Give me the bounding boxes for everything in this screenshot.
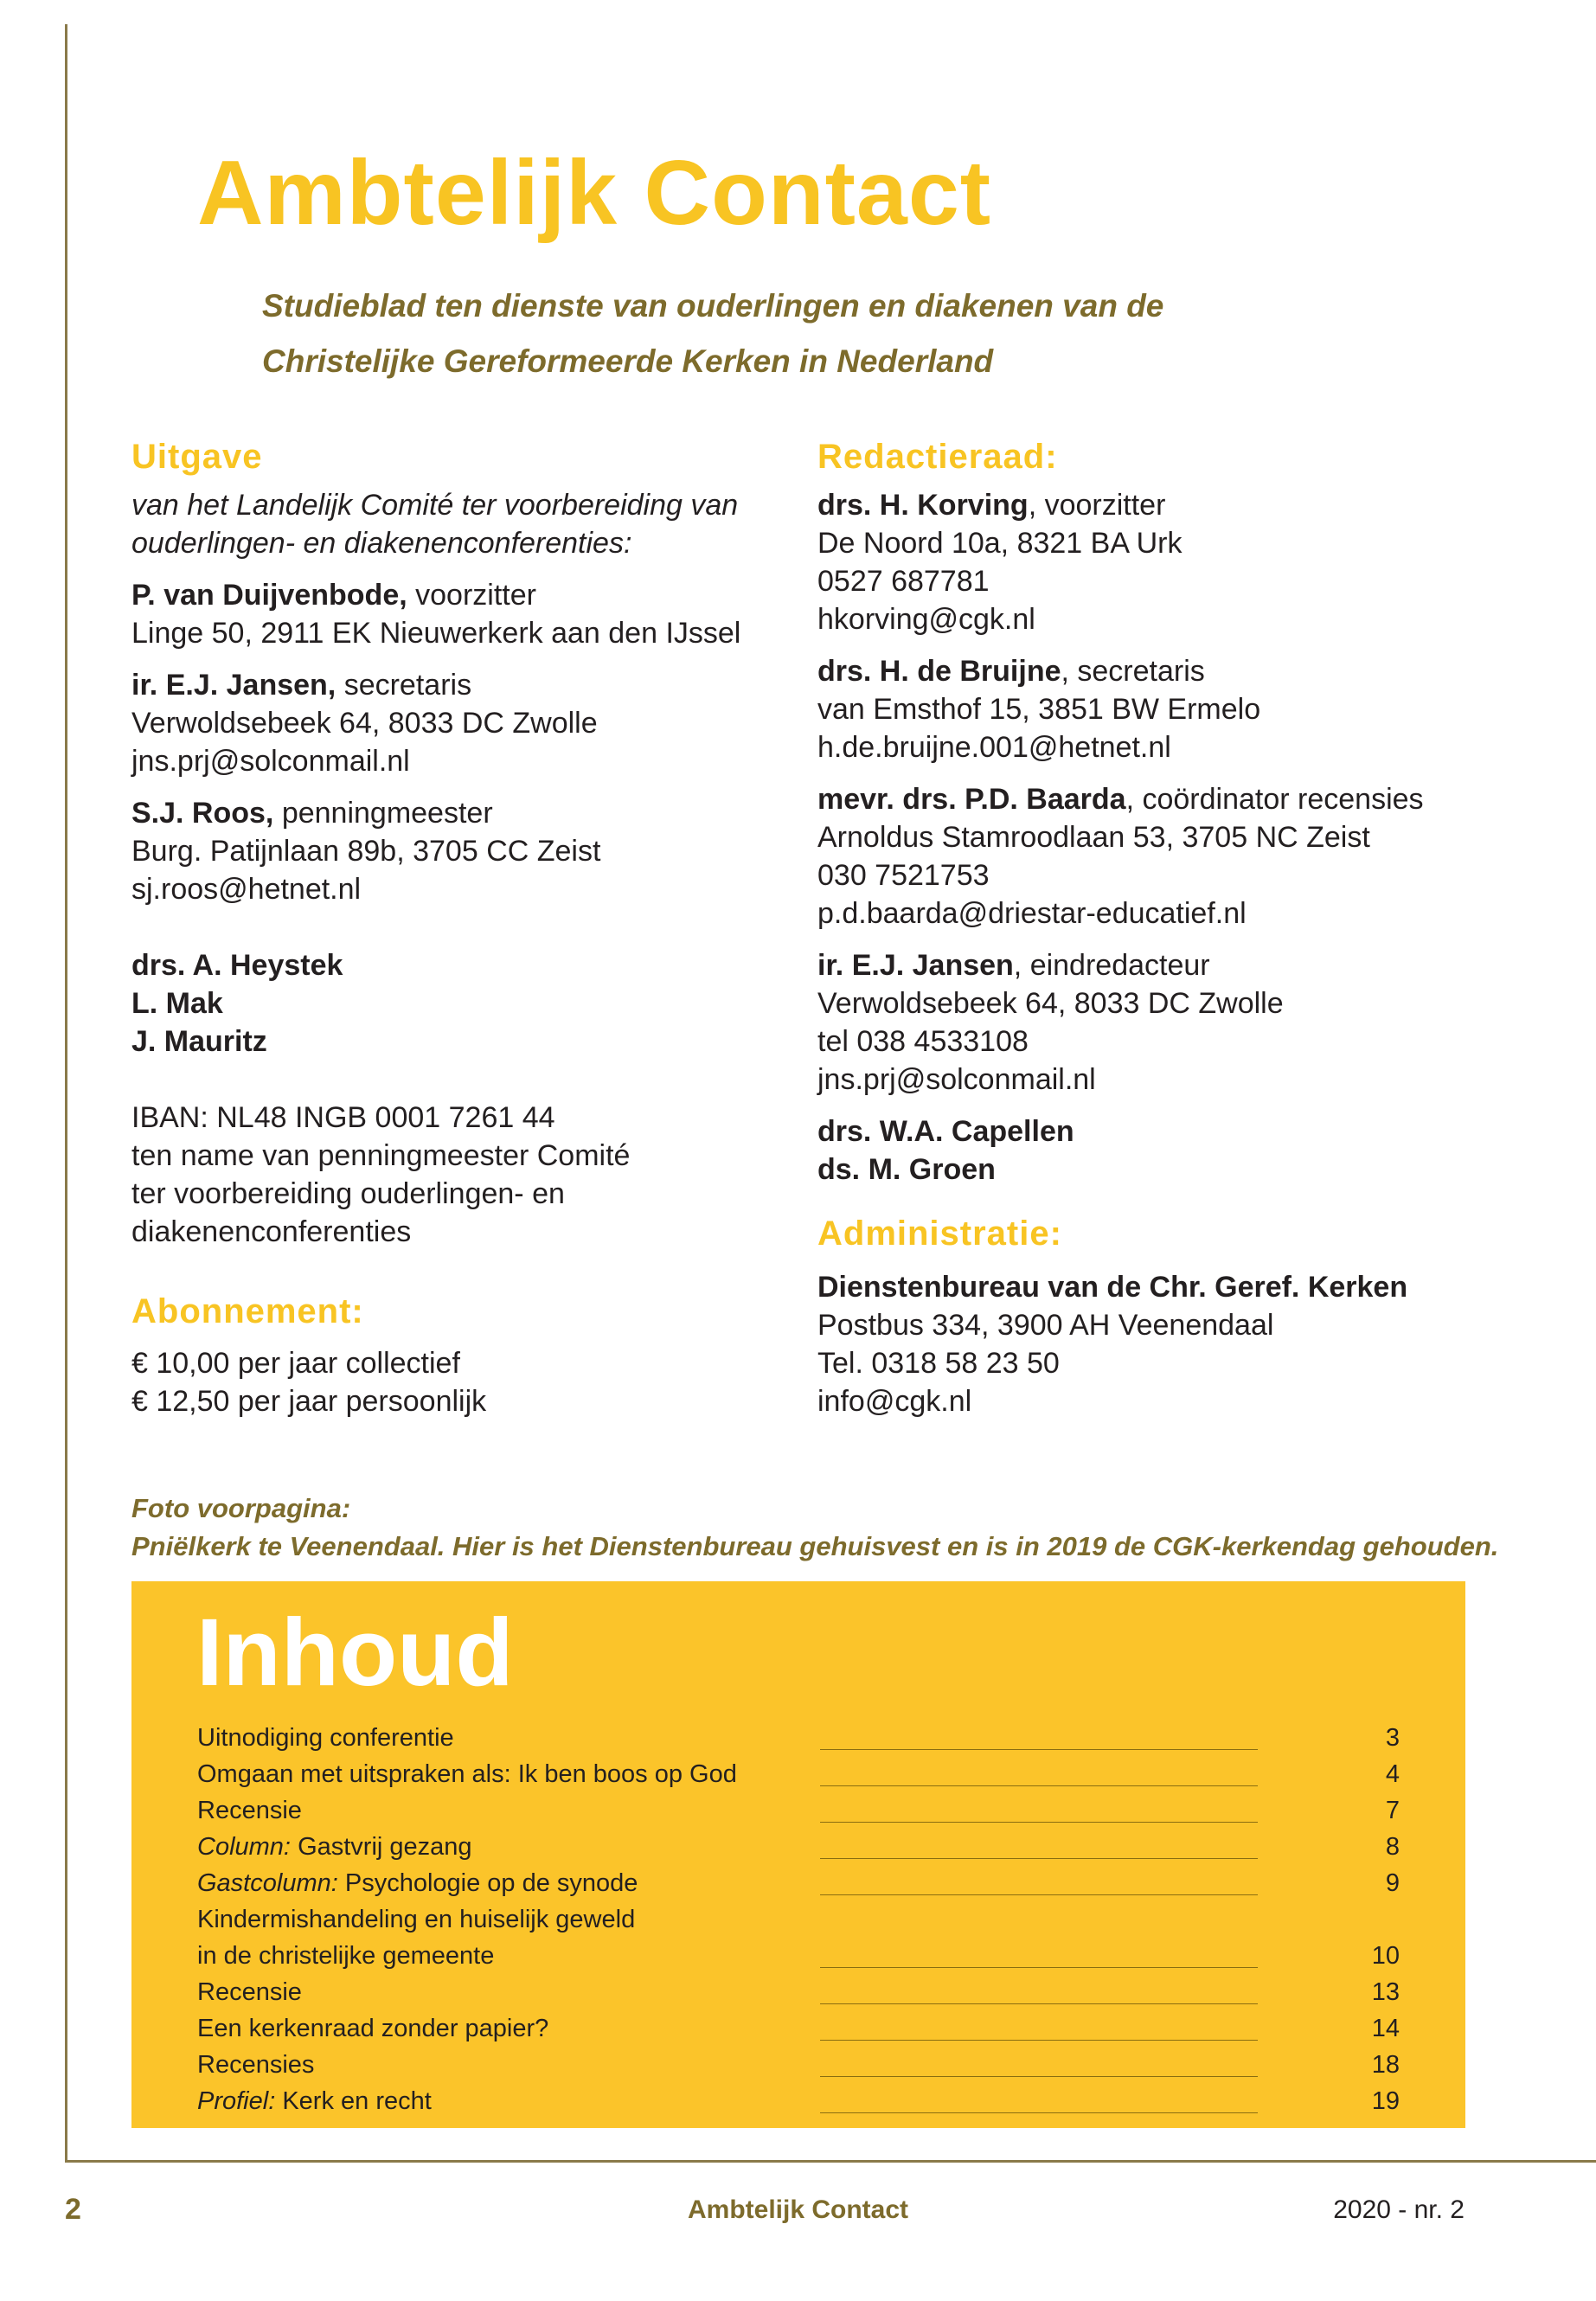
toc-entry-text: in de christelijke gemeente — [197, 1942, 495, 1970]
left-border-rule — [65, 24, 67, 2163]
editor-name: drs. H. Korving — [817, 489, 1029, 522]
toc-entry-title — [197, 1938, 494, 1974]
toc-leader-line — [820, 1822, 1258, 1823]
editor-role: , voorzitter — [1028, 489, 1166, 522]
editor-name: ir. E.J. Jansen — [817, 949, 1014, 982]
caption-text: Pniëlkerk te Veenendaal. Hier is het Dienstenbureau gehuisvest en is in 2019 de CGK-kerkendag gehouden. — [131, 1531, 1499, 1561]
toc-page-number: 10 — [1371, 1942, 1400, 1970]
editor-role: , eindredacteur — [1013, 949, 1210, 982]
editor-name: ds. M. Groen — [817, 1153, 996, 1186]
editor-email[interactable]: h.de.bruijne.001@hetnet.nl — [817, 731, 1171, 764]
toc-page-number: 18 — [1371, 2051, 1400, 2079]
toc-page-number: 8 — [1385, 1833, 1400, 1861]
right-column — [817, 433, 1527, 1420]
editor-name: mevr. drs. P.D. Baarda — [817, 783, 1126, 816]
toc-entry-title — [197, 1792, 302, 1829]
bank-note-line: ter voorbereiding ouderlingen- en — [131, 1177, 565, 1210]
toc-entry[interactable] — [197, 1792, 1400, 1829]
left-column — [131, 433, 798, 1420]
toc-entry-title — [197, 2047, 314, 2083]
administratie-contact — [817, 1268, 1527, 1420]
toc-entry-text: Recensie — [197, 1978, 302, 2006]
editor-address: Arnoldus Stamroodlaan 53, 3705 NC Zeist — [817, 821, 1370, 854]
contact-role: voorzitter — [407, 579, 536, 612]
editor-role: , secretaris — [1061, 655, 1205, 688]
toc-leader-line — [820, 1858, 1258, 1859]
editor-email[interactable]: jns.prj@solconmail.nl — [817, 1063, 1096, 1096]
editor-voorzitter — [817, 486, 1527, 638]
contact-name: S.J. Roos, — [131, 797, 274, 830]
toc-entry-text: Een kerkenraad zonder papier? — [197, 2015, 549, 2042]
toc-leader-line — [820, 1894, 1258, 1895]
member-name: J. Mauritz — [131, 1025, 267, 1058]
admin-phone: Tel. 0318 58 23 50 — [817, 1347, 1060, 1380]
toc-entry[interactable] — [197, 1865, 1400, 1901]
toc-leader-line — [820, 2003, 1258, 2004]
toc-leader-line — [820, 2076, 1258, 2077]
caption-label: Foto voorpagina: — [131, 1493, 351, 1523]
toc-entry-title — [197, 2010, 548, 2047]
editor-name: drs. H. de Bruijne — [817, 655, 1061, 688]
contact-name-line — [131, 794, 798, 832]
uitgave-intro — [131, 486, 798, 562]
editor-phone: tel 038 4533108 — [817, 1025, 1029, 1058]
toc-list — [197, 1720, 1400, 2119]
toc-entry-title — [197, 1865, 638, 1901]
toc-leader-line — [820, 1749, 1258, 1750]
bank-details — [131, 1099, 798, 1251]
toc-entry-title — [197, 1756, 737, 1792]
magazine-subtitle — [262, 279, 1163, 389]
editor-name-line — [817, 780, 1527, 818]
contact-name-line — [131, 666, 798, 704]
toc-entry-prefix: Gastcolumn: — [197, 1869, 338, 1897]
contact-role: secretaris — [336, 669, 472, 702]
contact-name-line — [131, 576, 798, 614]
toc-entry[interactable] — [197, 2083, 1400, 2119]
member-name: L. Mak — [131, 987, 223, 1020]
editor-eindredacteur — [817, 946, 1527, 1099]
editor-name: drs. W.A. Capellen — [817, 1115, 1074, 1148]
contact-role: penningmeester — [273, 797, 493, 830]
toc-title: Inhoud — [196, 1599, 514, 1706]
footer-rule — [65, 2160, 1596, 2163]
cover-photo-caption — [131, 1490, 1498, 1566]
abonnement-heading: Abonnement: — [131, 1292, 364, 1330]
contact-email[interactable]: sj.roos@hetnet.nl — [131, 873, 362, 906]
toc-entry[interactable] — [197, 1829, 1400, 1865]
toc-entry[interactable] — [197, 1756, 1400, 1792]
admin-address: Postbus 334, 3900 AH Veenendaal — [817, 1309, 1274, 1342]
bank-note-line: diakenenconferenties — [131, 1215, 412, 1248]
contact-name: ir. E.J. Jansen, — [131, 669, 337, 702]
table-of-contents-box — [131, 1581, 1465, 2128]
toc-page-number: 4 — [1385, 1760, 1400, 1788]
subtitle-line: Studieblad ten dienste van ouderlingen en diakenen van de — [262, 288, 1164, 324]
toc-entry-title — [197, 1829, 472, 1865]
contact-email[interactable]: jns.prj@solconmail.nl — [131, 745, 410, 778]
toc-page-number: 14 — [1371, 2015, 1400, 2042]
toc-entry-prefix: Column: — [197, 1833, 291, 1861]
toc-entry[interactable] — [197, 2010, 1400, 2047]
price-line: € 12,50 per jaar persoonlijk — [131, 1385, 487, 1418]
toc-page-number: 13 — [1371, 1978, 1400, 2006]
toc-page-number: 3 — [1385, 1724, 1400, 1752]
editor-address: Verwoldsebeek 64, 8033 DC Zwolle — [817, 987, 1284, 1020]
contact-secretaris — [131, 666, 798, 780]
contact-voorzitter — [131, 576, 798, 652]
price-line: € 10,00 per jaar collectief — [131, 1347, 460, 1380]
toc-leader-line — [820, 1967, 1258, 1968]
editor-members — [817, 1112, 1527, 1189]
abonnement-prices — [131, 1344, 798, 1420]
admin-org: Dienstenbureau van de Chr. Geref. Kerken — [817, 1271, 1408, 1304]
administratie-heading: Administratie: — [817, 1215, 1062, 1253]
editor-email[interactable]: hkorving@cgk.nl — [817, 603, 1035, 636]
toc-entry[interactable] — [197, 1974, 1400, 2010]
editor-address: van Emsthof 15, 3851 BW Ermelo — [817, 693, 1261, 726]
editor-name-line — [817, 946, 1527, 984]
footer-magazine-name: Ambtelijk Contact — [687, 2195, 909, 2224]
editor-phone: 030 7521753 — [817, 859, 990, 892]
member-name: drs. A. Heystek — [131, 949, 343, 982]
bank-note-line: ten name van penningmeester Comité — [131, 1139, 631, 1172]
contact-address: Burg. Patijnlaan 89b, 3705 CC Zeist — [131, 835, 601, 868]
redactieraad-heading: Redactieraad: — [817, 438, 1058, 476]
editor-email[interactable]: p.d.baarda@driestar-educatief.nl — [817, 897, 1247, 930]
editor-address: De Noord 10a, 8321 BA Urk — [817, 527, 1183, 560]
contact-name: P. van Duijvenbode, — [131, 579, 407, 612]
toc-entry-text: Uitnodiging conferentie — [197, 1724, 454, 1752]
intro-line: van het Landelijk Comité ter voorbereiding van — [131, 489, 739, 522]
toc-leader-line — [820, 2040, 1258, 2041]
subtitle-line: Christelijke Gereformeerde Kerken in Nederland — [262, 343, 994, 379]
editor-recensies — [817, 780, 1527, 933]
toc-entry[interactable] — [197, 1938, 1400, 1974]
toc-entry[interactable] — [197, 1720, 1400, 1756]
toc-page-number: 19 — [1371, 2087, 1400, 2115]
contact-address: Linge 50, 2911 EK Nieuwerkerk aan den IJssel — [131, 617, 741, 650]
toc-entry[interactable] — [197, 2047, 1400, 2083]
uitgave-heading: Uitgave — [131, 438, 263, 476]
toc-entry-text: Omgaan met uitspraken als: Ik ben boos op God — [197, 1760, 737, 1788]
toc-leader-line — [820, 1785, 1258, 1786]
toc-page-number: 7 — [1385, 1797, 1400, 1824]
toc-leader-line — [820, 2112, 1258, 2113]
toc-entry-title — [197, 2083, 432, 2119]
toc-entry-title — [197, 1901, 635, 1938]
toc-page-number: 9 — [1385, 1869, 1400, 1897]
editor-role: , coördinator recensies — [1125, 783, 1424, 816]
admin-email[interactable]: info@cgk.nl — [817, 1385, 972, 1418]
toc-entry-text: Kindermishandeling en huiselijk geweld — [197, 1906, 636, 1933]
toc-entry-text: Recensies — [197, 2051, 315, 2079]
contact-penningmeester — [131, 794, 798, 908]
editor-phone: 0527 687781 — [817, 565, 990, 598]
toc-entry-text: Recensie — [197, 1797, 302, 1824]
iban: IBAN: NL48 INGB 0001 7261 44 — [131, 1101, 555, 1134]
editor-secretaris — [817, 652, 1527, 766]
editor-name-line — [817, 486, 1527, 524]
toc-entry-title — [197, 1720, 454, 1756]
contact-address: Verwoldsebeek 64, 8033 DC Zwolle — [131, 707, 598, 740]
page-number: 2 — [65, 2193, 81, 2226]
magazine-title: Ambtelijk Contact — [197, 142, 992, 244]
footer-issue: 2020 - nr. 2 — [1333, 2195, 1465, 2224]
intro-line: ouderlingen- en diakenenconferenties: — [131, 527, 632, 560]
toc-entry-prefix: Profiel: — [197, 2087, 276, 2115]
toc-entry-title — [197, 1974, 302, 2010]
toc-entry-text: Psychologie op de synode — [344, 1869, 638, 1897]
editor-name-line — [817, 652, 1527, 690]
toc-entry-text: Gastvrij gezang — [298, 1833, 472, 1861]
toc-entry[interactable] — [197, 1901, 1400, 1938]
committee-members — [131, 946, 798, 1061]
toc-entry-text: Kerk en recht — [282, 2087, 432, 2115]
